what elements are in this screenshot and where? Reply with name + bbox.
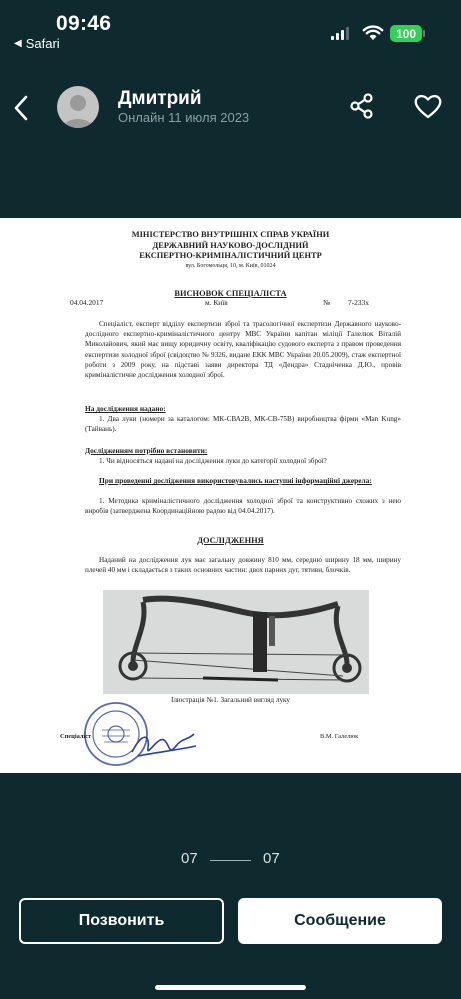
research-text: Наданий на дослідження лук має загальну довжину 810 мм, середню ширину 18 мм, ширину плечей 40 мм і складається з таких основних частин: двох парних дуг, тятиви, блочків. bbox=[85, 556, 401, 575]
sources-text: 1. Методика криміналістичного дослідження холодної зброї та конструктивно схожих з нею виробів (затверджена Координаційною радою від 04.04.2017). bbox=[85, 497, 401, 516]
call-button[interactable]: Позвонить bbox=[19, 898, 224, 944]
ministry-line: ДЕРЖАВНИЙ НАУКОВО-ДОСЛІДНИЙ bbox=[152, 240, 309, 250]
question-text: 1. Чи відносяться надані на дослідження луки до категорії холодної зброї? bbox=[99, 457, 327, 465]
image-pager bbox=[0, 850, 461, 870]
user-silhouette-icon bbox=[57, 86, 99, 128]
compound-bow-illustration bbox=[103, 590, 369, 694]
figure-caption: Ілюстрація №1. Загальний вигляд луку bbox=[170, 696, 291, 704]
submitted-heading: На дослідження надано: bbox=[85, 404, 166, 413]
sources-heading: При проведенні дослідження використовувались наступні інформаційні джерела: bbox=[99, 476, 372, 485]
back-to-app-link[interactable] bbox=[14, 36, 60, 51]
current-page: 07 bbox=[181, 850, 198, 867]
intro-paragraph: Спеціаліст, експерт відділу експертизи зброї та трасологічної експертизи Державного науково-дослідного експертно-криміналістичного центру МВС України капітан міліції Галелюк Віталій Миколайович, який має вищу юридичну освіту, кваліфікацію судового експерта з правом проведення експертизи холодної зброї (свідоцтво № 9326, видане ЕКК МВС України 20.05.2009), стаж експертної роботи з 2009 року, на підставі заяви директора ТД «Дендра» Стадніченка Д.Ю., провів криміналістичне дослідження холодної зброї. bbox=[85, 320, 401, 380]
pager-divider bbox=[210, 860, 251, 861]
avatar[interactable] bbox=[57, 86, 99, 128]
back-triangle-icon: ◀ bbox=[14, 38, 22, 49]
clock: 09:46 bbox=[56, 12, 112, 35]
document-title: ВИСНОВОК СПЕЦІАЛІСТА bbox=[174, 289, 287, 298]
total-pages: 07 bbox=[263, 850, 280, 867]
home-indicator[interactable] bbox=[155, 985, 306, 990]
specialist-label: Спеціаліст bbox=[60, 733, 92, 740]
document-photo[interactable] bbox=[0, 218, 461, 773]
heart-icon bbox=[413, 92, 443, 120]
message-button[interactable]: Сообщение bbox=[238, 898, 442, 944]
research-heading: ДОСЛІДЖЕННЯ bbox=[197, 536, 264, 545]
ministry-line: ЕКСПЕРТНО-КРИМІНАЛІСТИЧНИЙ ЦЕНТР bbox=[139, 251, 322, 260]
user-name: Дмитрий bbox=[118, 88, 202, 109]
question-heading: Дослідженням потрібно встановити: bbox=[85, 446, 208, 455]
bow-photo bbox=[103, 590, 369, 694]
back-button[interactable] bbox=[8, 90, 34, 126]
battery-indicator: 100 bbox=[390, 25, 422, 42]
signature-icon bbox=[128, 726, 198, 762]
chat-header bbox=[0, 80, 461, 136]
signer-name: В.М. Галелюк bbox=[320, 733, 359, 740]
document-city: м. Київ bbox=[205, 298, 228, 307]
document-number: 7-233х bbox=[348, 298, 369, 307]
ministry-header bbox=[0, 230, 461, 262]
status-bar bbox=[0, 0, 461, 58]
document-date: 04.04.2017 bbox=[70, 298, 104, 307]
ministry-address: вул. Богомольця, 10, м. Київ, 01024 bbox=[185, 263, 276, 269]
chevron-left-icon bbox=[13, 94, 29, 122]
share-button[interactable] bbox=[348, 92, 376, 120]
ministry-line: МІНІСТЕРСТВО ВНУТРІШНІХ СПРАВ УКРАЇНИ bbox=[131, 230, 330, 239]
battery-cap bbox=[423, 30, 425, 37]
document-number-label: № bbox=[323, 298, 331, 307]
favorite-button[interactable] bbox=[413, 92, 443, 120]
signal-icon bbox=[331, 27, 349, 40]
user-status: Онлайн 11 июля 2023 bbox=[118, 110, 250, 125]
submitted-text: 1. Два луки (номери за каталогом: МК-СВА2В, МК-СВ-75В) виробництва фірми «Man Kung» (Тайвань). bbox=[85, 415, 401, 434]
share-icon bbox=[348, 92, 376, 120]
back-app-label: Safari bbox=[25, 36, 60, 51]
wifi-icon bbox=[362, 24, 384, 41]
